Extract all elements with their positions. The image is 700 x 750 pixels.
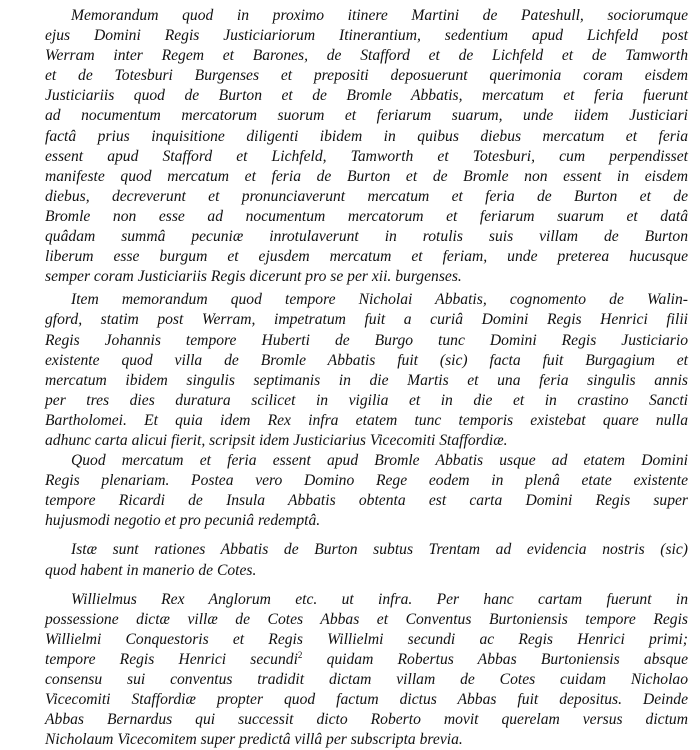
text-line: Regis plenariam. Postea vero Domino Rege eodem in plenâ etate existente — [45, 472, 688, 490]
text-line-with-footnote — [19, 650, 688, 670]
text-line: diebus, decreverunt et pronunciaverunt mercatum et feria de Burton et de — [45, 187, 688, 205]
text-line: Nicholaum Vicecomitem super predictâ villâ per subscripta brevia. — [45, 731, 463, 749]
text-line: Regis Johannis tempore Huberti de Burgo tunc Domini Regis Justiciario — [45, 331, 688, 349]
text-line: semper coram Justiciariis Regis dicerunt pro se per xii. burgenses. — [45, 268, 462, 286]
text-line: Item memorandum quod tempore Nicholai Abbatis, cognomento de Walin- — [71, 291, 688, 309]
text-line: Vicecomiti Staffordiæ propter quod factum dictus Abbas fuit depositus. Deinde — [45, 691, 688, 709]
text-line: Justiciariis quod de Burton et de Bromle Abbatis, mercatum et feria fuerunt — [45, 87, 688, 105]
text-segment: tempore Regis Henrici secundi — [45, 650, 298, 668]
text-line: Memorandum quod in proximo itinere Martini de Pateshull, sociorumque — [71, 7, 688, 24]
text-line: Werram inter Regem et Barones, de Stafford et de Lichfeld et de Tamworth — [45, 47, 688, 65]
text-line: ad nocumentum mercatorum suorum et feriarum suarum, unde iidem Justiciari — [45, 107, 688, 125]
text-line: adhunc carta alicui fierit, scripsit idem Justiciarius Vicecomiti Staffordiæ. — [45, 431, 508, 449]
text-line: quod habent in manerio de Cotes. — [45, 561, 257, 579]
text-line: Istæ sunt rationes Abbatis de Burton subtus Trentam ad evidencia nostris (sic) — [71, 541, 688, 559]
text-line: per tres dies duratura scilicet in vigilia et in die et in crastino Sancti — [45, 391, 688, 409]
text-line: Willielmi Conquestoris et Regis Willielmi secundi ac Regis Henrici primi; — [45, 630, 688, 648]
text-line: consensu sui conventus tradidit dictam villam de Cotes cuidam Nicholao — [45, 671, 688, 688]
text-line: et de Totesburi Burgenses et prepositi deposuerunt querimonia coram eisdem — [45, 67, 688, 85]
text-line: factâ prius inquisitione diligenti ibidem in quibus diebus mercatum et feria — [45, 127, 688, 145]
paragraph-item-memorandum — [19, 290, 688, 451]
text-line: Abbas Bernardus qui successit dicto Roberto movit querelam versus dictum — [45, 711, 688, 729]
text-line: hujusmodi negotio et pro pecuniâ redemptâ. — [45, 512, 321, 530]
text-line: manifeste quod mercatum et feria de Burton et de Bromle non essent in eisdem — [45, 167, 688, 185]
text-line: essent apud Stafford et Lichfeld, Tamworth et Totesburi, cum perpendisset — [45, 147, 688, 165]
text-line: Bromle non esse ad nocumentum mercatorum et feriarum suarum et datâ — [45, 207, 688, 225]
text-line: tempore Ricardi de Insula Abbatis obtenta est carta Domini Regis super — [45, 492, 688, 510]
paragraph-willielmus — [19, 590, 688, 750]
text-segment: quidam Robertus Abbas Burtoniensis absque — [302, 650, 688, 668]
footnote-mark: 2 — [297, 649, 303, 660]
text-line: possessione dictæ villæ de Cotes Abbas et Conventus Burtoniensis tempore Regis — [45, 610, 688, 628]
text-line: mercatum ibidem singulis septimanis in die Martis et una feria singulis annis — [45, 371, 688, 389]
paragraph-rationes — [19, 540, 688, 580]
text-line: Bartholomei. Et quia idem Rex infra etatem tunc temporis existebat quare nulla — [45, 411, 688, 429]
text-line: quâdam summâ pecuniæ inrotulaverunt in rotulis suis villam de Burton — [45, 228, 688, 246]
text-line: gford, statim post Werram, impetratum fuit a curiâ Domini Regis Henrici filii — [45, 311, 688, 329]
paragraph-quod-mercatum — [19, 451, 688, 531]
text-line: liberum esse burgum et ejusdem mercatum et feriam, unde preterea hucusque — [45, 248, 688, 266]
text-line: Quod mercatum et feria essent apud Bromle Abbatis usque ad etatem Domini — [71, 452, 688, 470]
text-line: existente quod villa de Bromle Abbatis fuit (sic) facta fuit Burgagium et — [45, 351, 688, 369]
text-line: ejus Domini Regis Justiciariorum Itinerantium, sedentium apud Lichfeld post — [45, 27, 688, 45]
paragraph-memorandum — [19, 6, 688, 287]
text-line: Willielmus Rex Anglorum etc. ut infra. Per hanc cartam fuerunt in — [71, 590, 688, 608]
